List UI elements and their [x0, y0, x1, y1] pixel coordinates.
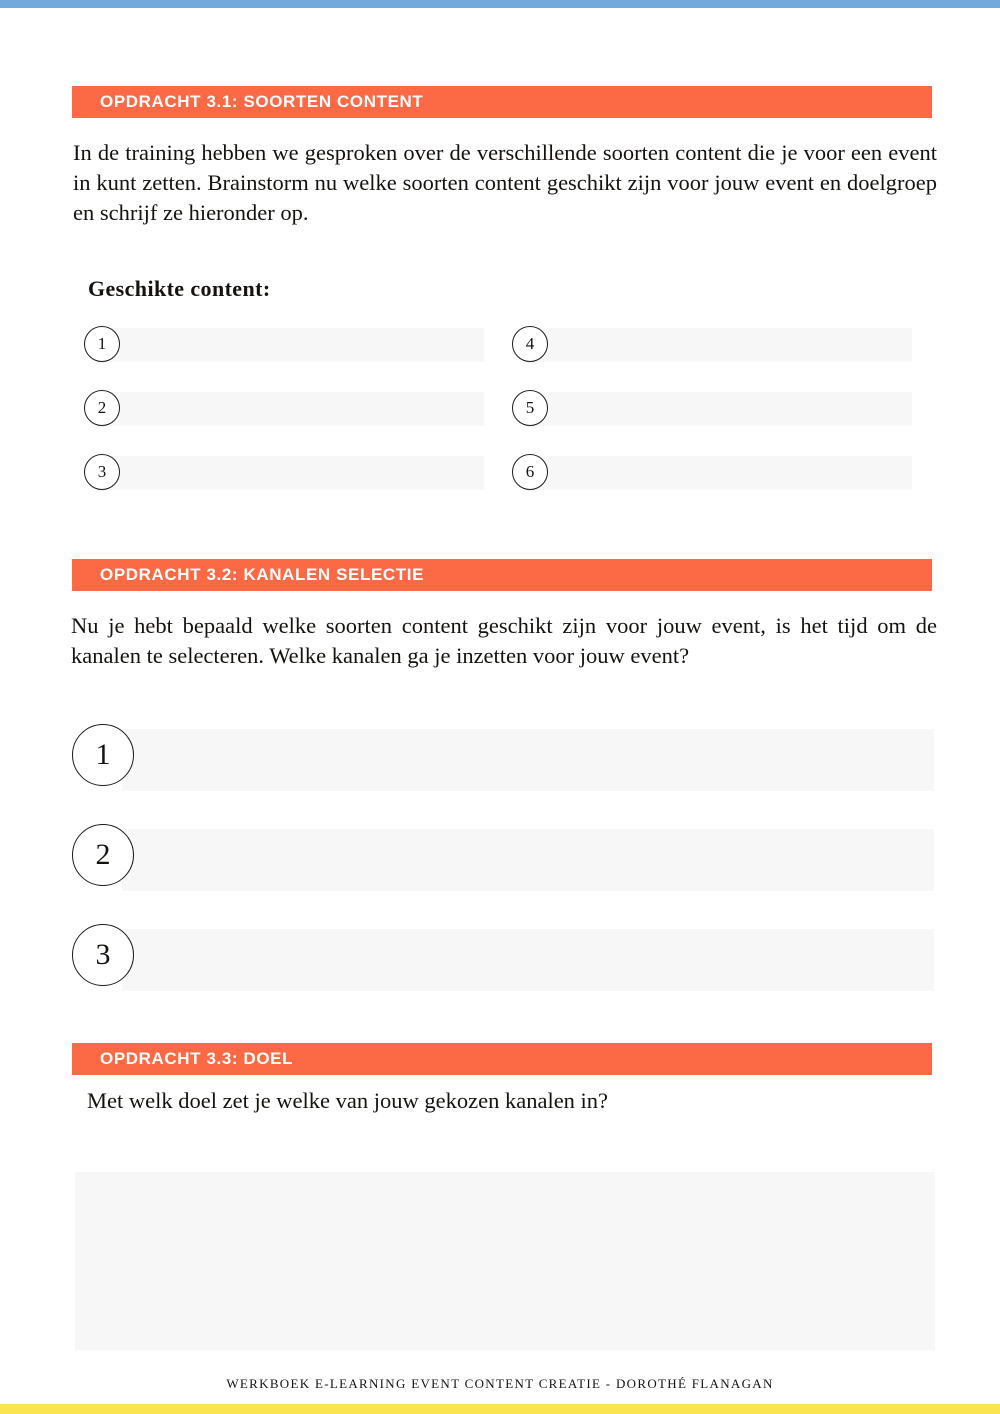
answer-row-5[interactable] [512, 390, 912, 428]
answer-number-1: 1 [84, 326, 120, 362]
answer-number-5: 5 [512, 390, 548, 426]
channel-number-1: 1 [72, 724, 134, 786]
top-accent-bar [0, 0, 1000, 8]
answer-number-4: 4 [512, 326, 548, 362]
answer-row-3[interactable] [84, 454, 484, 492]
bottom-accent-bar [0, 1404, 1000, 1414]
section-3-2-paragraph: Nu je hebt bepaald welke soorten content geschikt zijn voor jouw event, is het tijd om de kanalen te selecteren. Welke kanalen ga je inzetten voor jouw event? [71, 613, 937, 668]
answer-input-5[interactable] [530, 392, 912, 426]
answer-row-1[interactable] [84, 326, 484, 364]
answer-number-3: 3 [84, 454, 120, 490]
channel-number-3: 3 [72, 924, 134, 986]
answer-input-1[interactable] [102, 328, 484, 362]
channel-number-2: 2 [72, 824, 134, 886]
answer-number-6: 6 [512, 454, 548, 490]
answer-input-4[interactable] [530, 328, 912, 362]
answer-input-6[interactable] [530, 456, 912, 490]
answer-input-3[interactable] [102, 456, 484, 490]
answer-row-6[interactable] [512, 454, 912, 492]
channel-input-2[interactable] [122, 829, 934, 891]
geschikte-content-subheading: Geschikte content: [88, 276, 271, 301]
page-footer: WERKBOEK E-LEARNING EVENT CONTENT CREATIE - DOROTHÉ FLANAGAN [226, 1376, 774, 1391]
channel-input-1[interactable] [122, 729, 934, 791]
answer-row-2[interactable] [84, 390, 484, 428]
channel-row-1[interactable] [72, 724, 934, 796]
section-3-3-paragraph: Met welk doel zet je welke van jouw gekozen kanalen in? [87, 1088, 609, 1113]
channel-row-2[interactable] [72, 824, 934, 896]
section-header-3-2-label: OPDRACHT 3.2: KANALEN SELECTIE [100, 565, 425, 584]
answer-input-2[interactable] [102, 392, 484, 426]
channel-input-3[interactable] [122, 929, 934, 991]
section-header-3-3 [72, 1043, 932, 1075]
section-3-1-paragraph: In de training hebben we gesproken over de verschillende soorten content die je voor een event in kunt zetten. Brainstorm nu welke soorten content geschikt zijn voor jouw event en doelgroep en schrijf ze hieronder op. [73, 140, 937, 225]
section-header-3-1 [72, 86, 932, 118]
doel-answer-textarea[interactable] [75, 1172, 935, 1350]
section-header-3-1-label: OPDRACHT 3.1: SOORTEN CONTENT [100, 92, 424, 111]
section-header-3-2 [72, 559, 932, 591]
answer-number-2: 2 [84, 390, 120, 426]
answer-row-4[interactable] [512, 326, 912, 364]
channel-row-3[interactable] [72, 924, 934, 996]
section-header-3-3-label: OPDRACHT 3.3: DOEL [100, 1049, 294, 1068]
